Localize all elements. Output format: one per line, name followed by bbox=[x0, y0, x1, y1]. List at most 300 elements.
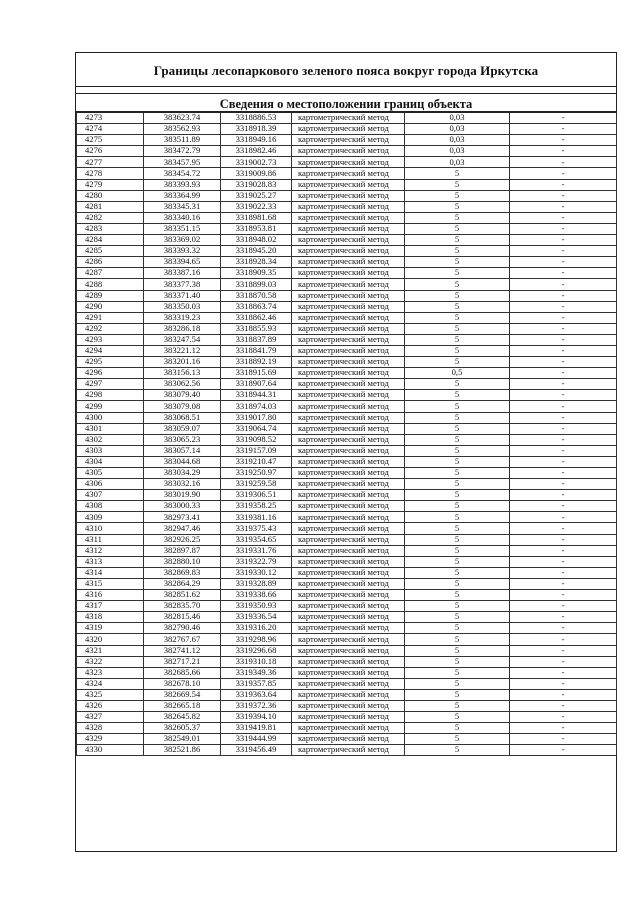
point-number-cell: 4324 bbox=[77, 678, 144, 689]
method-cell: картометрический метод bbox=[292, 456, 405, 467]
x-coordinate-cell: 382973.41 bbox=[144, 512, 221, 523]
point-number-cell: 4277 bbox=[77, 157, 144, 168]
y-coordinate-cell: 3319394.10 bbox=[221, 712, 292, 723]
x-coordinate-cell: 383369.02 bbox=[144, 235, 221, 246]
y-coordinate-cell: 3318870.58 bbox=[221, 290, 292, 301]
y-coordinate-cell: 3319028.83 bbox=[221, 179, 292, 190]
method-cell: картометрический метод bbox=[292, 323, 405, 334]
method-cell: картометрический метод bbox=[292, 146, 405, 157]
point-number-cell: 4299 bbox=[77, 401, 144, 412]
accuracy-cell: 5 bbox=[405, 634, 510, 645]
y-coordinate-cell: 3319372.36 bbox=[221, 700, 292, 711]
method-cell: картометрический метод bbox=[292, 357, 405, 368]
y-coordinate-cell: 3319336.54 bbox=[221, 612, 292, 623]
method-cell: картометрический метод bbox=[292, 212, 405, 223]
description-cell: - bbox=[510, 712, 617, 723]
table-row bbox=[77, 512, 617, 523]
accuracy-cell: 5 bbox=[405, 667, 510, 678]
point-number-cell: 4328 bbox=[77, 723, 144, 734]
point-number-cell: 4283 bbox=[77, 223, 144, 234]
method-cell: картометрический метод bbox=[292, 490, 405, 501]
point-number-cell: 4322 bbox=[77, 656, 144, 667]
method-cell: картометрический метод bbox=[292, 290, 405, 301]
method-cell: картометрический метод bbox=[292, 534, 405, 545]
point-number-cell: 4312 bbox=[77, 545, 144, 556]
x-coordinate-cell: 383062.56 bbox=[144, 379, 221, 390]
method-cell: картометрический метод bbox=[292, 501, 405, 512]
point-number-cell: 4326 bbox=[77, 700, 144, 711]
x-coordinate-cell: 383019.90 bbox=[144, 490, 221, 501]
x-coordinate-cell: 383454.72 bbox=[144, 168, 221, 179]
accuracy-cell: 5 bbox=[405, 301, 510, 312]
x-coordinate-cell: 383623.74 bbox=[144, 112, 221, 124]
point-number-cell: 4291 bbox=[77, 312, 144, 323]
table-row bbox=[77, 412, 617, 423]
table-row bbox=[77, 379, 617, 390]
table-row bbox=[77, 689, 617, 700]
x-coordinate-cell: 383387.16 bbox=[144, 268, 221, 279]
table-body bbox=[77, 112, 617, 756]
document-sheet bbox=[75, 52, 617, 852]
y-coordinate-cell: 3318928.34 bbox=[221, 257, 292, 268]
table-row bbox=[77, 667, 617, 678]
x-coordinate-cell: 383562.93 bbox=[144, 124, 221, 135]
description-cell: - bbox=[510, 212, 617, 223]
table-row bbox=[77, 479, 617, 490]
description-cell: - bbox=[510, 445, 617, 456]
accuracy-cell: 5 bbox=[405, 456, 510, 467]
y-coordinate-cell: 3318863.74 bbox=[221, 301, 292, 312]
description-cell: - bbox=[510, 490, 617, 501]
table-row bbox=[77, 301, 617, 312]
accuracy-cell: 5 bbox=[405, 379, 510, 390]
title-divider bbox=[76, 86, 616, 87]
method-cell: картометрический метод bbox=[292, 223, 405, 234]
table-row bbox=[77, 401, 617, 412]
method-cell: картометрический метод bbox=[292, 745, 405, 756]
table-row bbox=[77, 445, 617, 456]
accuracy-cell: 5 bbox=[405, 468, 510, 479]
y-coordinate-cell: 3319009.86 bbox=[221, 168, 292, 179]
accuracy-cell: 5 bbox=[405, 645, 510, 656]
method-cell: картометрический метод bbox=[292, 257, 405, 268]
point-number-cell: 4275 bbox=[77, 135, 144, 146]
point-number-cell: 4321 bbox=[77, 645, 144, 656]
point-number-cell: 4327 bbox=[77, 712, 144, 723]
table-row bbox=[77, 534, 617, 545]
y-coordinate-cell: 3318949.16 bbox=[221, 135, 292, 146]
x-coordinate-cell: 383044.68 bbox=[144, 456, 221, 467]
point-number-cell: 4274 bbox=[77, 124, 144, 135]
description-cell: - bbox=[510, 312, 617, 323]
x-coordinate-cell: 383000.33 bbox=[144, 501, 221, 512]
method-cell: картометрический метод bbox=[292, 512, 405, 523]
table-row bbox=[77, 490, 617, 501]
method-cell: картометрический метод bbox=[292, 201, 405, 212]
y-coordinate-cell: 3319381.16 bbox=[221, 512, 292, 523]
y-coordinate-cell: 3319098.52 bbox=[221, 434, 292, 445]
x-coordinate-cell: 382669.54 bbox=[144, 689, 221, 700]
table-row bbox=[77, 468, 617, 479]
y-coordinate-cell: 3319259.58 bbox=[221, 479, 292, 490]
x-coordinate-cell: 382717.21 bbox=[144, 656, 221, 667]
description-cell: - bbox=[510, 501, 617, 512]
method-cell: картометрический метод bbox=[292, 634, 405, 645]
x-coordinate-cell: 382869.83 bbox=[144, 567, 221, 578]
table-row bbox=[77, 723, 617, 734]
description-cell: - bbox=[510, 700, 617, 711]
x-coordinate-cell: 383286.18 bbox=[144, 323, 221, 334]
description-cell: - bbox=[510, 456, 617, 467]
x-coordinate-cell: 382864.29 bbox=[144, 578, 221, 589]
method-cell: картометрический метод bbox=[292, 157, 405, 168]
y-coordinate-cell: 3318907.64 bbox=[221, 379, 292, 390]
accuracy-cell: 5 bbox=[405, 445, 510, 456]
y-coordinate-cell: 3319363.64 bbox=[221, 689, 292, 700]
accuracy-cell: 5 bbox=[405, 567, 510, 578]
description-cell: - bbox=[510, 334, 617, 345]
method-cell: картометрический метод bbox=[292, 390, 405, 401]
y-coordinate-cell: 3319419.81 bbox=[221, 723, 292, 734]
method-cell: картометрический метод bbox=[292, 434, 405, 445]
point-number-cell: 4289 bbox=[77, 290, 144, 301]
table-row bbox=[77, 645, 617, 656]
accuracy-cell: 5 bbox=[405, 290, 510, 301]
x-coordinate-cell: 383319.23 bbox=[144, 312, 221, 323]
description-cell: - bbox=[510, 401, 617, 412]
table-row bbox=[77, 246, 617, 257]
accuracy-cell: 5 bbox=[405, 678, 510, 689]
y-coordinate-cell: 3319358.25 bbox=[221, 501, 292, 512]
accuracy-cell: 5 bbox=[405, 323, 510, 334]
accuracy-cell: 5 bbox=[405, 601, 510, 612]
method-cell: картометрический метод bbox=[292, 612, 405, 623]
accuracy-cell: 5 bbox=[405, 734, 510, 745]
y-coordinate-cell: 3319330.12 bbox=[221, 567, 292, 578]
table-row bbox=[77, 523, 617, 534]
point-number-cell: 4323 bbox=[77, 667, 144, 678]
table-row bbox=[77, 501, 617, 512]
method-cell: картометрический метод bbox=[292, 124, 405, 135]
y-coordinate-cell: 3319456.49 bbox=[221, 745, 292, 756]
table-row bbox=[77, 712, 617, 723]
description-cell: - bbox=[510, 745, 617, 756]
point-number-cell: 4297 bbox=[77, 379, 144, 390]
description-cell: - bbox=[510, 412, 617, 423]
y-coordinate-cell: 3319375.43 bbox=[221, 523, 292, 534]
table-row bbox=[77, 179, 617, 190]
y-coordinate-cell: 3318974.03 bbox=[221, 401, 292, 412]
method-cell: картометрический метод bbox=[292, 423, 405, 434]
description-cell: - bbox=[510, 556, 617, 567]
point-number-cell: 4309 bbox=[77, 512, 144, 523]
point-number-cell: 4310 bbox=[77, 523, 144, 534]
accuracy-cell: 0,03 bbox=[405, 146, 510, 157]
point-number-cell: 4302 bbox=[77, 434, 144, 445]
method-cell: картометрический метод bbox=[292, 312, 405, 323]
point-number-cell: 4280 bbox=[77, 190, 144, 201]
y-coordinate-cell: 3318918.39 bbox=[221, 124, 292, 135]
accuracy-cell: 5 bbox=[405, 523, 510, 534]
y-coordinate-cell: 3319357.85 bbox=[221, 678, 292, 689]
x-coordinate-cell: 382947.46 bbox=[144, 523, 221, 534]
method-cell: картометрический метод bbox=[292, 545, 405, 556]
point-number-cell: 4330 bbox=[77, 745, 144, 756]
point-number-cell: 4295 bbox=[77, 357, 144, 368]
x-coordinate-cell: 383345.31 bbox=[144, 201, 221, 212]
table-row bbox=[77, 590, 617, 601]
description-cell: - bbox=[510, 734, 617, 745]
method-cell: картометрический метод bbox=[292, 712, 405, 723]
accuracy-cell: 5 bbox=[405, 556, 510, 567]
table-row bbox=[77, 112, 617, 124]
x-coordinate-cell: 382790.46 bbox=[144, 623, 221, 634]
table-row bbox=[77, 745, 617, 756]
y-coordinate-cell: 3318945.20 bbox=[221, 246, 292, 257]
y-coordinate-cell: 3319331.76 bbox=[221, 545, 292, 556]
x-coordinate-cell: 383079.08 bbox=[144, 401, 221, 412]
x-coordinate-cell: 383057.14 bbox=[144, 445, 221, 456]
description-cell: - bbox=[510, 201, 617, 212]
table-row bbox=[77, 124, 617, 135]
method-cell: картометрический метод bbox=[292, 279, 405, 290]
description-cell: - bbox=[510, 379, 617, 390]
table-row bbox=[77, 268, 617, 279]
method-cell: картометрический метод bbox=[292, 168, 405, 179]
x-coordinate-cell: 382767.67 bbox=[144, 634, 221, 645]
accuracy-cell: 5 bbox=[405, 612, 510, 623]
accuracy-cell: 5 bbox=[405, 578, 510, 589]
method-cell: картометрический метод bbox=[292, 689, 405, 700]
table-row bbox=[77, 423, 617, 434]
point-number-cell: 4293 bbox=[77, 334, 144, 345]
x-coordinate-cell: 383156.13 bbox=[144, 368, 221, 379]
method-cell: картометрический метод bbox=[292, 368, 405, 379]
point-number-cell: 4319 bbox=[77, 623, 144, 634]
method-cell: картометрический метод bbox=[292, 567, 405, 578]
method-cell: картометрический метод bbox=[292, 334, 405, 345]
table-row bbox=[77, 257, 617, 268]
table-row bbox=[77, 545, 617, 556]
table-row bbox=[77, 556, 617, 567]
x-coordinate-cell: 383371.40 bbox=[144, 290, 221, 301]
point-number-cell: 4313 bbox=[77, 556, 144, 567]
y-coordinate-cell: 3318855.93 bbox=[221, 323, 292, 334]
table-row bbox=[77, 601, 617, 612]
method-cell: картометрический метод bbox=[292, 523, 405, 534]
method-cell: картометрический метод bbox=[292, 645, 405, 656]
x-coordinate-cell: 383065.23 bbox=[144, 434, 221, 445]
table-row bbox=[77, 334, 617, 345]
y-coordinate-cell: 3318915.69 bbox=[221, 368, 292, 379]
method-cell: картометрический метод bbox=[292, 268, 405, 279]
accuracy-cell: 5 bbox=[405, 235, 510, 246]
y-coordinate-cell: 3318892.19 bbox=[221, 357, 292, 368]
y-coordinate-cell: 3319444.99 bbox=[221, 734, 292, 745]
method-cell: картометрический метод bbox=[292, 479, 405, 490]
point-number-cell: 4279 bbox=[77, 179, 144, 190]
x-coordinate-cell: 382665.18 bbox=[144, 700, 221, 711]
table-row bbox=[77, 578, 617, 589]
description-cell: - bbox=[510, 146, 617, 157]
method-cell: картометрический метод bbox=[292, 590, 405, 601]
method-cell: картометрический метод bbox=[292, 301, 405, 312]
x-coordinate-cell: 382549.01 bbox=[144, 734, 221, 745]
point-number-cell: 4273 bbox=[77, 112, 144, 124]
description-cell: - bbox=[510, 112, 617, 124]
x-coordinate-cell: 382897.87 bbox=[144, 545, 221, 556]
accuracy-cell: 5 bbox=[405, 412, 510, 423]
table-row bbox=[77, 700, 617, 711]
point-number-cell: 4281 bbox=[77, 201, 144, 212]
point-number-cell: 4304 bbox=[77, 456, 144, 467]
table-row bbox=[77, 279, 617, 290]
table-row bbox=[77, 634, 617, 645]
description-cell: - bbox=[510, 667, 617, 678]
y-coordinate-cell: 3318944.31 bbox=[221, 390, 292, 401]
x-coordinate-cell: 383032.16 bbox=[144, 479, 221, 490]
point-number-cell: 4315 bbox=[77, 578, 144, 589]
y-coordinate-cell: 3319316.20 bbox=[221, 623, 292, 634]
method-cell: картометрический метод bbox=[292, 734, 405, 745]
point-number-cell: 4320 bbox=[77, 634, 144, 645]
method-cell: картометрический метод bbox=[292, 445, 405, 456]
y-coordinate-cell: 3318981.68 bbox=[221, 212, 292, 223]
point-number-cell: 4282 bbox=[77, 212, 144, 223]
method-cell: картометрический метод bbox=[292, 623, 405, 634]
x-coordinate-cell: 383364.99 bbox=[144, 190, 221, 201]
x-coordinate-cell: 383221.12 bbox=[144, 345, 221, 356]
point-number-cell: 4305 bbox=[77, 468, 144, 479]
x-coordinate-cell: 382685.66 bbox=[144, 667, 221, 678]
table-row bbox=[77, 678, 617, 689]
description-cell: - bbox=[510, 235, 617, 246]
description-cell: - bbox=[510, 390, 617, 401]
description-cell: - bbox=[510, 190, 617, 201]
y-coordinate-cell: 3319250.97 bbox=[221, 468, 292, 479]
accuracy-cell: 5 bbox=[405, 723, 510, 734]
table-row bbox=[77, 212, 617, 223]
y-coordinate-cell: 3319350.93 bbox=[221, 601, 292, 612]
x-coordinate-cell: 383059.07 bbox=[144, 423, 221, 434]
accuracy-cell: 5 bbox=[405, 423, 510, 434]
y-coordinate-cell: 3318837.89 bbox=[221, 334, 292, 345]
description-cell: - bbox=[510, 246, 617, 257]
table-row bbox=[77, 623, 617, 634]
description-cell: - bbox=[510, 512, 617, 523]
point-number-cell: 4307 bbox=[77, 490, 144, 501]
x-coordinate-cell: 382741.12 bbox=[144, 645, 221, 656]
accuracy-cell: 5 bbox=[405, 312, 510, 323]
section-subtitle: Сведения о местоположении границ объекта bbox=[219, 97, 473, 111]
method-cell: картометрический метод bbox=[292, 235, 405, 246]
table-row bbox=[77, 345, 617, 356]
table-row bbox=[77, 157, 617, 168]
x-coordinate-cell: 382678.10 bbox=[144, 678, 221, 689]
description-cell: - bbox=[510, 534, 617, 545]
description-cell: - bbox=[510, 468, 617, 479]
description-cell: - bbox=[510, 290, 617, 301]
accuracy-cell: 5 bbox=[405, 279, 510, 290]
method-cell: картометрический метод bbox=[292, 601, 405, 612]
table-row bbox=[77, 290, 617, 301]
description-cell: - bbox=[510, 368, 617, 379]
description-cell: - bbox=[510, 124, 617, 135]
description-cell: - bbox=[510, 157, 617, 168]
accuracy-cell: 5 bbox=[405, 168, 510, 179]
title-divider-lower bbox=[76, 93, 616, 94]
description-cell: - bbox=[510, 323, 617, 334]
accuracy-cell: 5 bbox=[405, 246, 510, 257]
table-row bbox=[77, 434, 617, 445]
accuracy-cell: 5 bbox=[405, 590, 510, 601]
x-coordinate-cell: 382645.82 bbox=[144, 712, 221, 723]
accuracy-cell: 5 bbox=[405, 179, 510, 190]
table-row bbox=[77, 656, 617, 667]
x-coordinate-cell: 382815.46 bbox=[144, 612, 221, 623]
point-number-cell: 4276 bbox=[77, 146, 144, 157]
table-row bbox=[77, 357, 617, 368]
method-cell: картометрический метод bbox=[292, 246, 405, 257]
accuracy-cell: 5 bbox=[405, 479, 510, 490]
point-number-cell: 4314 bbox=[77, 567, 144, 578]
description-cell: - bbox=[510, 168, 617, 179]
x-coordinate-cell: 383034.29 bbox=[144, 468, 221, 479]
method-cell: картометрический метод bbox=[292, 578, 405, 589]
method-cell: картометрический метод bbox=[292, 412, 405, 423]
point-number-cell: 4318 bbox=[77, 612, 144, 623]
accuracy-cell: 5 bbox=[405, 268, 510, 279]
accuracy-cell: 5 bbox=[405, 201, 510, 212]
x-coordinate-cell: 383457.95 bbox=[144, 157, 221, 168]
method-cell: картометрический метод bbox=[292, 556, 405, 567]
description-cell: - bbox=[510, 301, 617, 312]
accuracy-cell: 5 bbox=[405, 545, 510, 556]
y-coordinate-cell: 3318909.35 bbox=[221, 268, 292, 279]
boundary-points-table bbox=[76, 111, 617, 756]
description-cell: - bbox=[510, 689, 617, 700]
accuracy-cell: 5 bbox=[405, 401, 510, 412]
table-row bbox=[77, 323, 617, 334]
description-cell: - bbox=[510, 268, 617, 279]
x-coordinate-cell: 383377.38 bbox=[144, 279, 221, 290]
accuracy-cell: 5 bbox=[405, 512, 510, 523]
x-coordinate-cell: 382880.10 bbox=[144, 556, 221, 567]
point-number-cell: 4316 bbox=[77, 590, 144, 601]
accuracy-cell: 5 bbox=[405, 334, 510, 345]
accuracy-cell: 0,03 bbox=[405, 124, 510, 135]
y-coordinate-cell: 3319328.89 bbox=[221, 578, 292, 589]
method-cell: картометрический метод bbox=[292, 700, 405, 711]
description-cell: - bbox=[510, 590, 617, 601]
method-cell: картометрический метод bbox=[292, 345, 405, 356]
point-number-cell: 4285 bbox=[77, 246, 144, 257]
x-coordinate-cell: 383511.89 bbox=[144, 135, 221, 146]
table-row bbox=[77, 567, 617, 578]
accuracy-cell: 5 bbox=[405, 490, 510, 501]
x-coordinate-cell: 382851.62 bbox=[144, 590, 221, 601]
description-cell: - bbox=[510, 257, 617, 268]
table-row bbox=[77, 190, 617, 201]
table-row bbox=[77, 201, 617, 212]
y-coordinate-cell: 3319022.33 bbox=[221, 201, 292, 212]
point-number-cell: 4284 bbox=[77, 235, 144, 246]
point-number-cell: 4308 bbox=[77, 501, 144, 512]
description-cell: - bbox=[510, 567, 617, 578]
description-cell: - bbox=[510, 645, 617, 656]
table-row bbox=[77, 235, 617, 246]
table-row bbox=[77, 368, 617, 379]
